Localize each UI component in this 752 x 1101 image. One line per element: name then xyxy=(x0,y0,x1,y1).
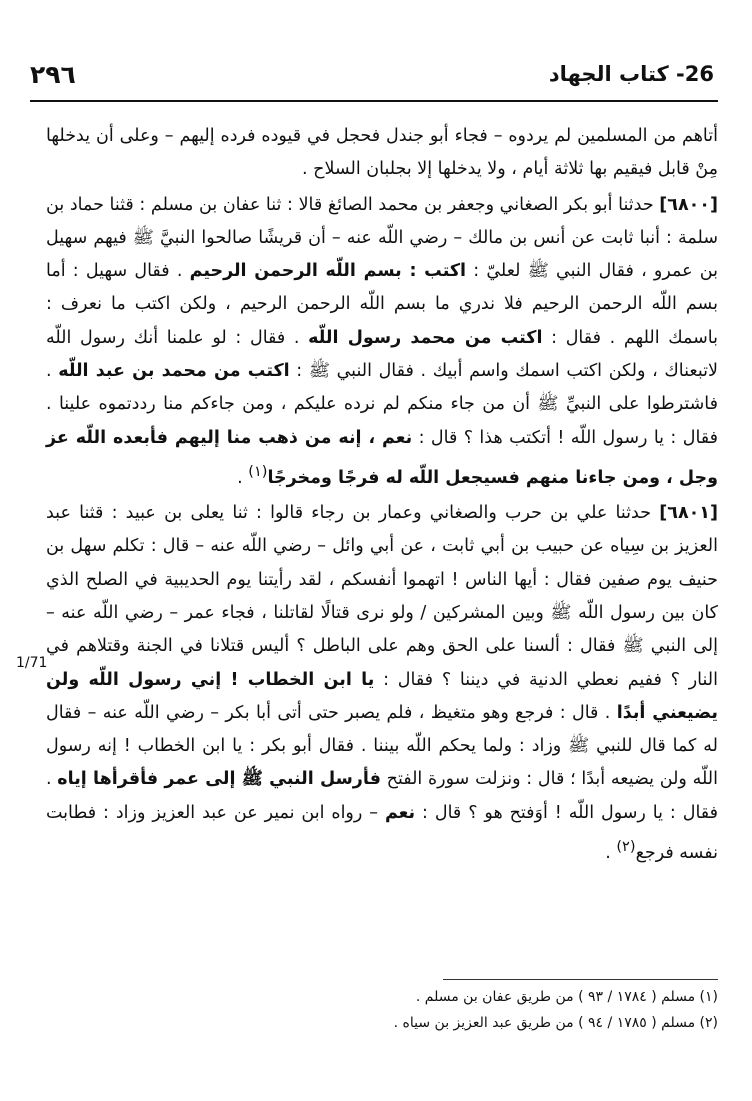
hadith-text: – رواه ابن نمير عن عبد العزيز وزاد : فطابت نفسه فرجع xyxy=(46,802,718,863)
intro-text: أتاهم من المسلمين لم يردوه – فجاء أبو جندل فحجل في قيوده فرده إليهم – وعلى أن يدخلها مِنْ قابل فيقيم بها ثلاثة أيام ، ولا يدخلها إلا بجلبان السلاح . xyxy=(46,126,718,180)
hadith-6800 xyxy=(46,189,718,496)
page-header xyxy=(30,58,718,102)
hadith-quote: اكتب : بسم اللّه الرحمن الرحيم xyxy=(189,261,467,282)
hadith-quote: يا ابن الخطاب ! إني رسول اللّه ولن يضيعني أبدًا xyxy=(46,669,718,723)
hadith-quote: اكتب من محمد رسول اللّه xyxy=(308,327,543,348)
hadith-text: حدثنا أبو بكر الصغاني وجعفر بن محمد الصائغ قالا : ثنا عفان بن مسلم : قثنا حماد بن سلمة : أنبا ثابت عن أنس بن مالك – رضي اللّه عنه – أن قريشًا صالحوا النبيَّ ﷺ فيهم سهيل بن عمرو ، فقال النبي ﷺ لعليّ : xyxy=(46,194,718,282)
margin-reference: 1/71 xyxy=(16,655,48,671)
book-title: 26- كتاب الجهاد xyxy=(548,62,714,86)
footnote-2: (٢) مسلم ( ١٧٨٥ / ٩٤ ) من طريق عبد العزيز بن سياه . xyxy=(393,1015,718,1031)
hadith-text: . فقال : لو علمنا أنك رسول اللّه لاتبعناك ، ولكن اكتب اسمك واسم أبيك . فقال النبي ﷺ : xyxy=(46,327,718,382)
hadith-quote: فأرسل النبي ﷺ إلى عمر فأقرأها إياه xyxy=(57,769,381,790)
hadith-text: . فقال سهيل : أما بسم اللّه الرحمن الرحيم فلا ندري ما بسم اللّه الرحمن الرحيم ، ولكن اكتب ما نعرف : باسمك اللهم . فقال : xyxy=(46,261,718,348)
hadith-number: [٦٨٠٠] xyxy=(659,194,718,215)
page-number: ٢٩٦ xyxy=(30,60,76,89)
hadith-text: . فاشترطوا على النبيِّ ﷺ أن من جاء منكم لم نرده عليكم ، ومن جاءكم منا رددتموه علينا . فقال : يا رسول اللّه ! أتكتب هذا ؟ قال : xyxy=(46,361,718,448)
hadith-quote: نعم ، إنه من ذهب منا إليهم فأبعده اللّه عز وجل ، ومن جاءنا منهم فسيجعل اللّه له فرجًا ومخرجًا xyxy=(46,427,718,488)
footnote-marker: (٢) xyxy=(616,838,636,856)
main-text xyxy=(46,120,718,870)
footnote-1: (١) مسلم ( ١٧٨٤ / ٩٣ ) من طريق عفان بن مسلم . xyxy=(415,989,718,1005)
hadith-text: حدثنا علي بن حرب والصغاني وعمار بن رجاء قالوا : ثنا يعلى بن عبيد : قثنا عبد العزيز بن سِياه عن حبيب بن أبي ثابت ، عن أبي وائل – رضي اللّه عنه – قال : تكلم سهل بن حنيف يوم صفين فقال : أيها الناس ! اتهموا أنفسكم ، لقد رأيتنا يوم الحديبية في الصلح الذي كان بين رسول اللّه ﷺ وبين المشركين / ولو نرى قتالًا لقاتلنا ، فجاء عمر – رضي اللّه عنه – إلى النبي ﷺ فقال : ألسنا على الحق وهم على الباطل ؟ أليس قتلانا في الجنة وقتلاهم في النار ؟ ففيم نعطي الدنية في ديننا ؟ فقال : xyxy=(46,503,718,690)
hadith-text: . قال : فرجع وهو متغيظ ، فلم يصبر حتى أتى أبا بكر – رضي اللّه عنه – فقال له كما قال للنبي ﷺ وزاد : ولما يحكم اللّه بيننا . فقال أبو بكر : يا ابن الخطاب ! إنه رسول اللّه ولن يضيعه أبدًا ؛ قال : ونزلت سورة الفتح xyxy=(46,702,718,790)
footnotes xyxy=(58,984,718,1036)
footnote-divider xyxy=(443,979,718,980)
hadith-text: . xyxy=(237,467,249,488)
hadith-quote: اكتب من محمد بن عبد اللّه xyxy=(58,361,290,382)
intro-paragraph xyxy=(46,120,718,187)
hadith-6801 xyxy=(46,497,718,870)
footnote-marker: (١) xyxy=(248,462,268,480)
hadith-text: . فقال : يا رسول اللّه ! أوَفتح هو ؟ قال : xyxy=(46,769,718,823)
hadith-number: [٦٨٠١] xyxy=(659,503,718,524)
hadith-text: . xyxy=(605,842,617,863)
hadith-quote: نعم xyxy=(384,802,416,823)
